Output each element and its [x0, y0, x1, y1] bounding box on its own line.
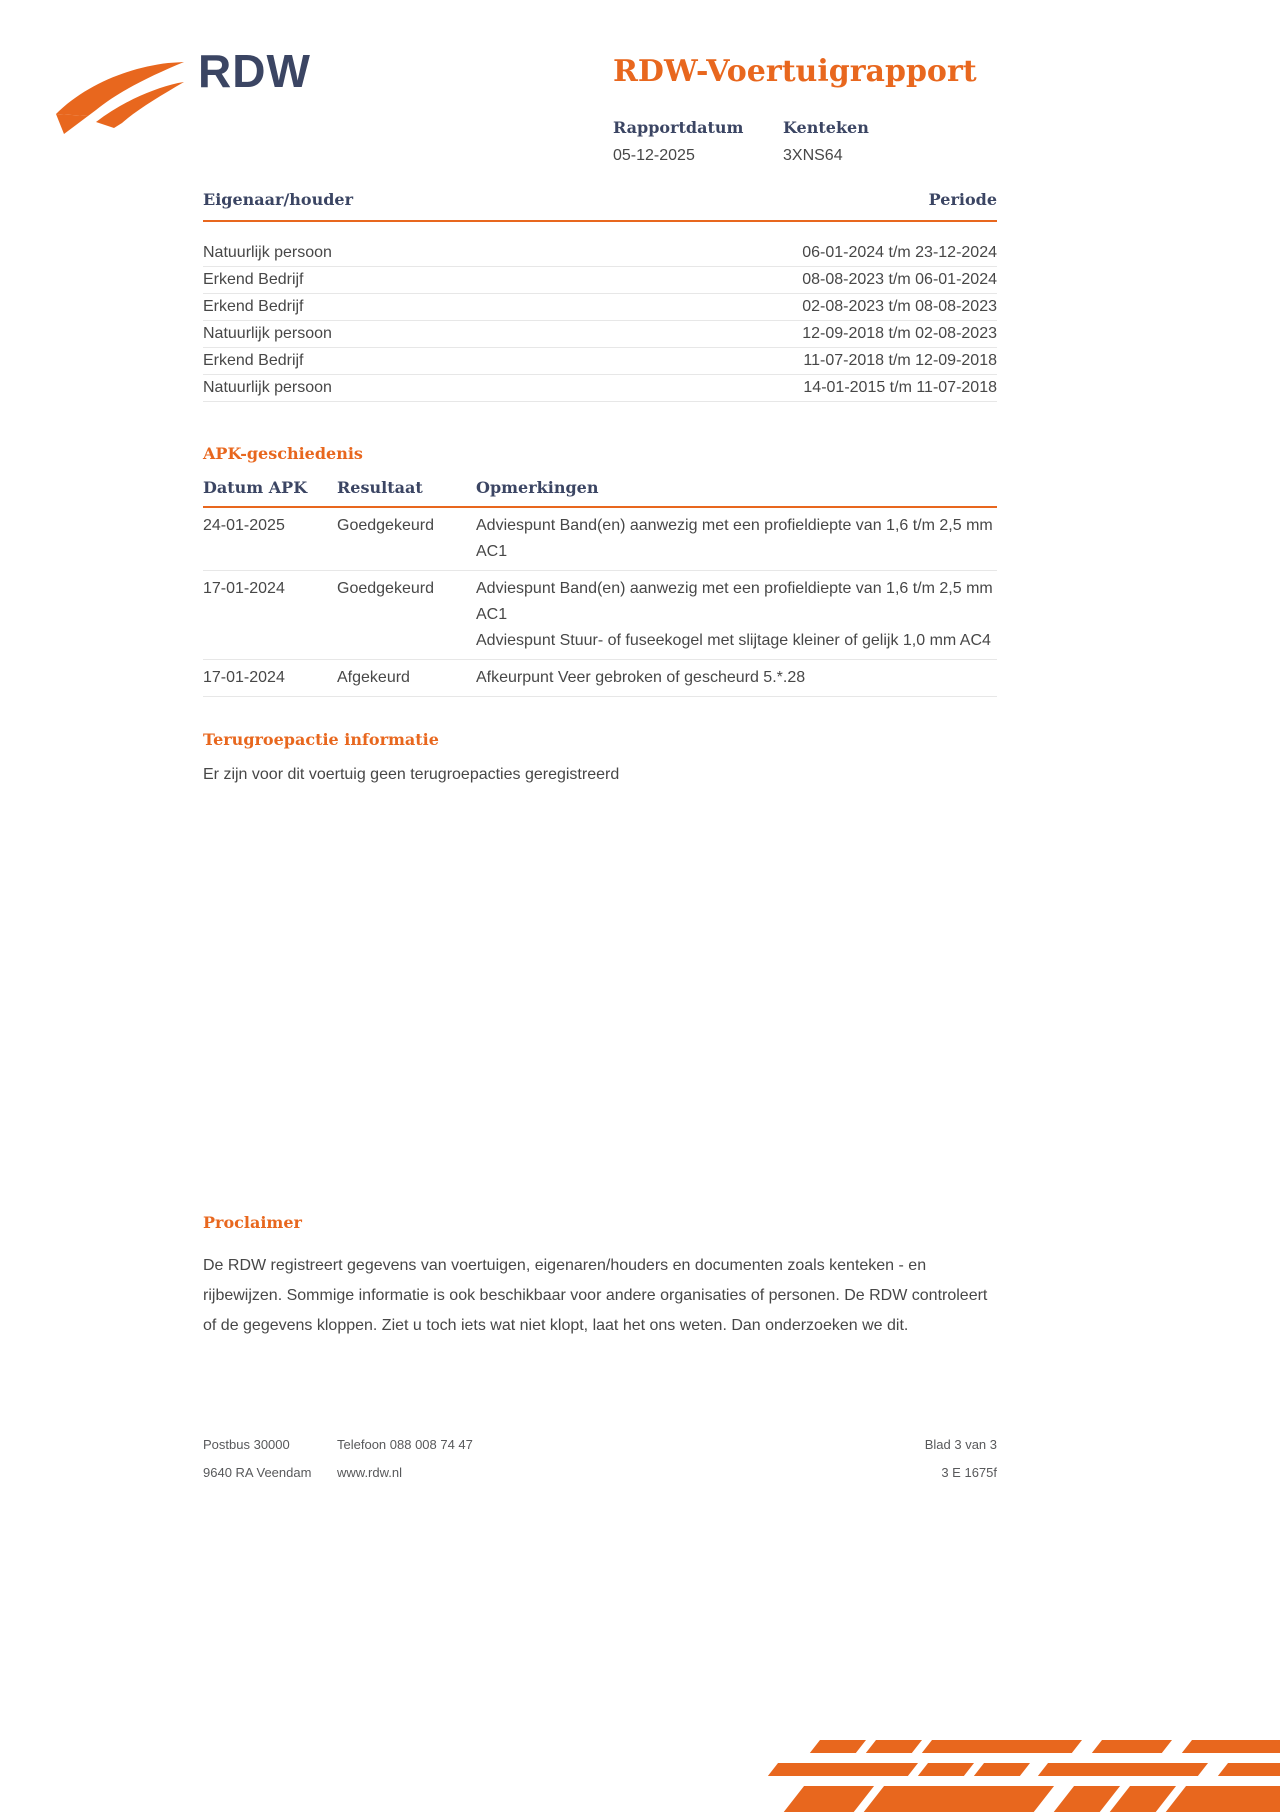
- table-row: [203, 321, 997, 348]
- apk-result: Goedgekeurd: [337, 517, 434, 534]
- owner-type: Natuurlijk persoon: [203, 325, 332, 342]
- kenteken-block: [783, 118, 953, 165]
- kenteken-value: 3XNS64: [783, 147, 843, 164]
- owner-section: [203, 190, 997, 402]
- report-date-value: 05-12-2025: [613, 147, 695, 164]
- proclaimer-text: De RDW registreert gegevens van voertuigen, eigenaren/houders en documenten zoals kenteken - en rijbewijzen. Sommige informatie is ook beschikbaar voor andere organisaties of personen. De RDW controleert of de gegevens kloppen. Ziet u toch iets wat niet klopt, laat het ons weten. Dan onderzoeken we dit.: [203, 1257, 988, 1334]
- apk-remarks: [476, 513, 997, 565]
- owner-period: 08-08-2023 t/m 06-01-2024: [802, 271, 997, 288]
- report-footer: [203, 1437, 997, 1480]
- apk-remarks: [476, 665, 997, 691]
- table-row: [203, 375, 997, 402]
- apk-column-remarks: Opmerkingen: [476, 478, 599, 497]
- table-row: [203, 571, 997, 660]
- apk-result: Afgekeurd: [337, 669, 410, 686]
- owner-type: Erkend Bedrijf: [203, 271, 304, 288]
- owner-table-body: [203, 240, 997, 402]
- owner-type: Natuurlijk persoon: [203, 244, 332, 261]
- owner-period: 06-01-2024 t/m 23-12-2024: [802, 244, 997, 261]
- table-row: [203, 660, 997, 697]
- apk-result: Goedgekeurd: [337, 580, 434, 597]
- owner-type: Erkend Bedrijf: [203, 298, 304, 315]
- recall-section: [203, 730, 997, 786]
- apk-column-result: Resultaat: [337, 478, 423, 497]
- footer-address-line2: 9640 RA Veendam: [203, 1465, 312, 1480]
- apk-date: 17-01-2024: [203, 580, 285, 597]
- recall-section-text: Er zijn voor dit voertuig geen terugroepacties geregistreerd: [203, 766, 620, 783]
- footer-phone: Telefoon 088 008 74 47: [337, 1437, 473, 1452]
- stripe-pattern-icon: [660, 1740, 1280, 1812]
- apk-section-title: APK-geschiedenis: [203, 444, 363, 463]
- apk-table-body: [203, 508, 997, 697]
- footer-document-code: 3 E 1675f: [941, 1465, 997, 1480]
- recall-section-title: Terugroepactie informatie: [203, 730, 439, 749]
- apk-table-header: [203, 478, 997, 508]
- kenteken-label: Kenteken: [783, 118, 869, 137]
- proclaimer-title: Proclaimer: [203, 1213, 302, 1232]
- report-title: RDW-Voertuigrapport: [613, 54, 977, 89]
- owner-type: Erkend Bedrijf: [203, 352, 304, 369]
- rdw-logo: [50, 52, 188, 143]
- period-column-header: Periode: [928, 190, 997, 209]
- rdw-wing-icon: [50, 52, 188, 138]
- apk-remarks: [476, 576, 997, 654]
- apk-section: [203, 444, 997, 697]
- footer-address-line1: Postbus 30000: [203, 1437, 290, 1452]
- table-row: [203, 294, 997, 321]
- apk-date: 24-01-2025: [203, 517, 285, 534]
- stripe-decoration: [660, 1740, 1280, 1812]
- table-row: [203, 508, 997, 571]
- owner-period: 02-08-2023 t/m 08-08-2023: [802, 298, 997, 315]
- report-meta: [613, 118, 953, 165]
- owner-period: 11-07-2018 t/m 12-09-2018: [803, 352, 997, 369]
- report-date-block: [613, 118, 783, 165]
- table-row: [203, 267, 997, 294]
- apk-column-date: Datum APK: [203, 478, 308, 497]
- owner-period: 12-09-2018 t/m 02-08-2023: [802, 325, 997, 342]
- footer-page-number: Blad 3 van 3: [924, 1437, 997, 1452]
- report-date-label: Rapportdatum: [613, 118, 744, 137]
- footer-website: www.rdw.nl: [337, 1465, 403, 1480]
- owner-section-title: Eigenaar/houder: [203, 190, 354, 209]
- apk-date: 17-01-2024: [203, 669, 285, 686]
- table-row: [203, 348, 997, 375]
- owner-type: Natuurlijk persoon: [203, 379, 332, 396]
- owner-table-header: [203, 190, 997, 222]
- apk-remark: Adviespunt Stuur- of fuseekogel met slijtage kleiner of gelijk 1,0 mm AC4: [476, 632, 991, 649]
- apk-remark: Adviespunt Band(en) aanwezig met een profieldiepte van 1,6 t/m 2,5 mm AC1: [476, 517, 993, 560]
- apk-remark: Afkeurpunt Veer gebroken of gescheurd 5.*.28: [476, 669, 806, 686]
- owner-period: 14-01-2015 t/m 11-07-2018: [803, 379, 997, 396]
- apk-remark: Adviespunt Band(en) aanwezig met een profieldiepte van 1,6 t/m 2,5 mm AC1: [476, 580, 993, 623]
- proclaimer-section: [203, 1213, 997, 1341]
- rdw-logo-text: RDW: [198, 45, 311, 97]
- table-row: [203, 240, 997, 267]
